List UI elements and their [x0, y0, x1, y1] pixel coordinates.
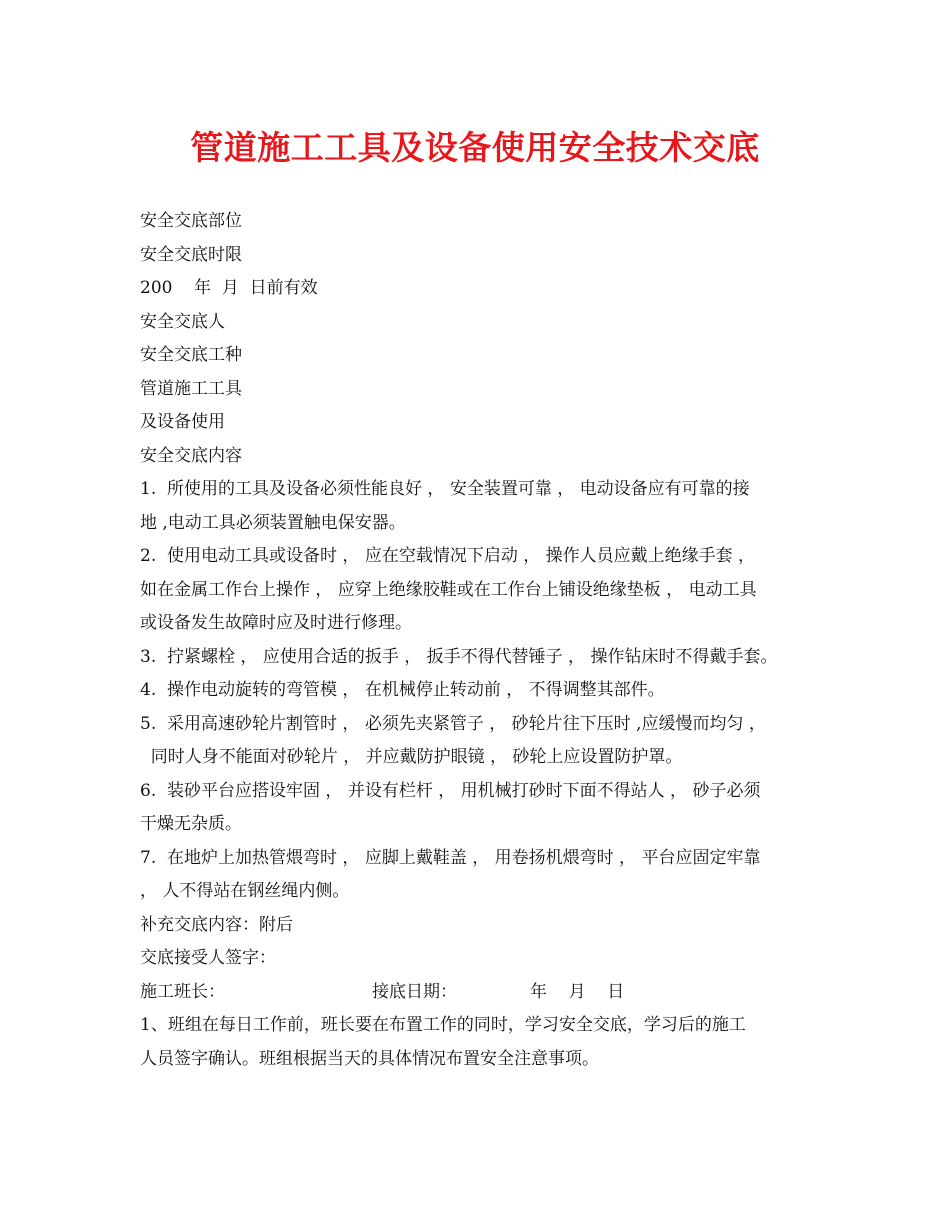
item-line: 地 ,电动工具必须装置触电保安器。: [140, 512, 406, 533]
item-line: 6. 装砂平台应搭设牢固 ， 并设有栏杆 ， 用机械打砂时下面不得站人 ， 砂子必须: [140, 780, 761, 801]
receipt-date-value: 年 月 日: [530, 981, 625, 1002]
field-trade-value: 管道施工工具: [140, 378, 242, 399]
item-line: 3. 拧紧螺栓 ， 应使用合适的扳手 ， 扳手不得代替锤子 ， 操作钻床时不得戴手套。: [140, 646, 778, 667]
field-trade-value: 及设备使用: [140, 412, 225, 432]
field-content-label: 安全交底内容: [140, 445, 242, 466]
item-line: 如在金属工作台上操作 ， 应穿上绝缘胶鞋或在工作台上铺设绝缘垫板 ， 电动工具: [140, 579, 757, 600]
supplement-text: 补充交底内容：附后: [140, 914, 293, 935]
item-line: 4. 操作电动旋转的弯管模 ， 在机械停止转动前 ， 不得调整其部件。: [140, 680, 665, 700]
field-validity: 200 年 月 日前有效: [140, 278, 318, 298]
item-line: 1. 所使用的工具及设备必须性能良好 ， 安全装置可靠 ， 电动设备应有可靠的接: [140, 479, 750, 499]
receiver-signature-label: 交底接受人签字：: [140, 948, 276, 968]
field-trade: 安全交底工种: [140, 345, 242, 365]
note-line: 人员签字确认。班组根据当天的具体情况布置安全注意事项。: [140, 1048, 599, 1069]
signature-row: [140, 976, 830, 1010]
field-part: 安全交底部位: [140, 211, 242, 231]
field-period: 安全交底时限: [140, 244, 242, 265]
item-line: 5. 采用高速砂轮片割管时 ， 必须先夹紧管子 ， 砂轮片往下压时 ,应缓慢而均匀 ，: [140, 713, 766, 734]
note-line: 1、班组在每日工作前，班长要在布置工作的同时，学习安全交底，学习后的施工: [140, 1015, 746, 1035]
field-person: 安全交底人: [140, 311, 225, 332]
item-line: 同时人身不能面对砂轮片 ， 并应戴防护眼镜 ， 砂轮上应设置防护罩。: [140, 747, 683, 767]
receipt-date-label: 接底日期：: [372, 981, 457, 1002]
item-line: 2. 使用电动工具或设备时 ， 应在空载情况下启动 ， 操作人员应戴上绝缘手套 ，: [140, 546, 756, 566]
document-body: [140, 205, 830, 1076]
item-line: 或设备发生故障时应及时进行修理。: [140, 613, 412, 633]
document-title: 管道施工工具及设备使用安全技术交底: [190, 128, 760, 167]
item-line: ， 人不得站在钢丝绳内侧。: [140, 881, 350, 901]
item-line: 7. 在地炉上加热管煨弯时 ， 应脚上戴鞋盖 ， 用卷扬机煨弯时 ， 平台应固定牢靠: [140, 847, 761, 868]
item-line: 干燥无杂质。: [140, 814, 242, 834]
team-leader-label: 施工班长：: [140, 981, 225, 1002]
